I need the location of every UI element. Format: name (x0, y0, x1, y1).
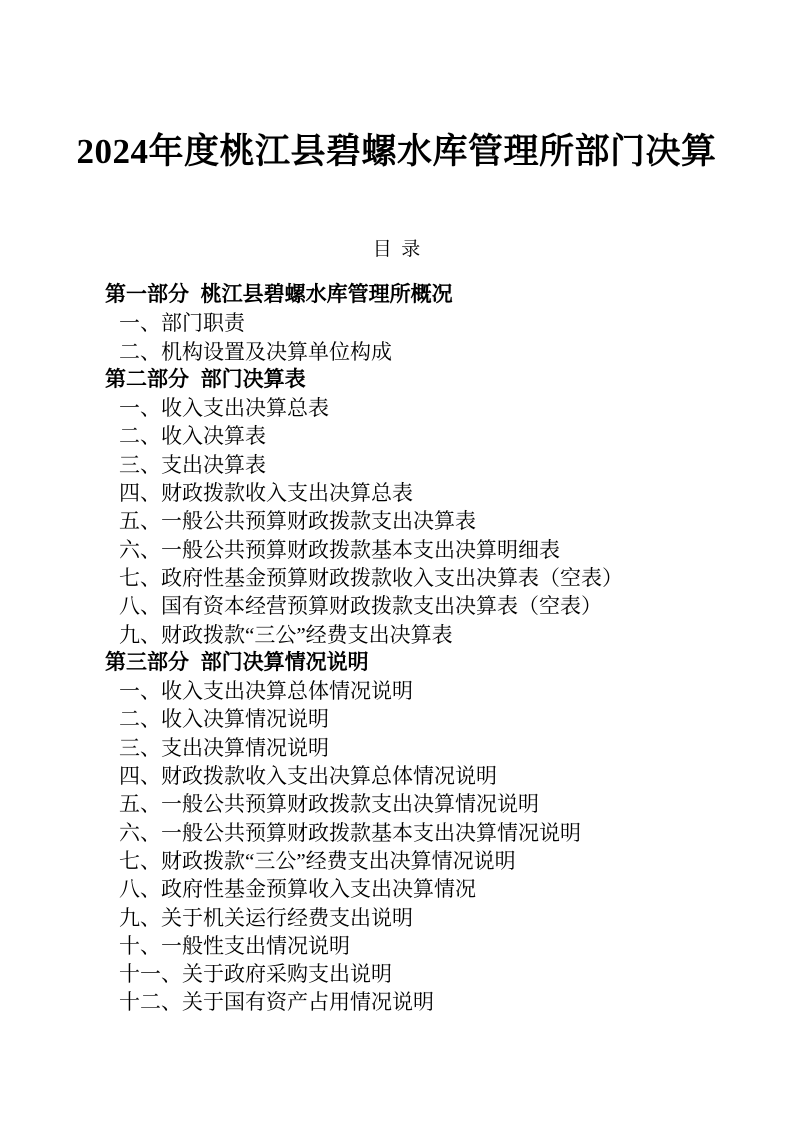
toc-item: 十、一般性支出情况说明 (119, 933, 350, 958)
toc-item: 十一、关于政府采购支出说明 (119, 962, 392, 987)
toc-item: 九、财政拨款“三公”经费支出决算表 (119, 622, 453, 647)
toc-item: 二、机构设置及决算单位构成 (119, 339, 392, 364)
toc-item: 二、收入决算表 (119, 424, 266, 449)
toc-section-heading: 第一部分 桃江县碧螺水库管理所概况 (105, 283, 453, 306)
document-title: 2024年度桃江县碧螺水库管理所部门决算 (76, 132, 717, 171)
toc-item: 三、支出决算表 (119, 452, 266, 477)
toc-item: 三、支出决算情况说明 (119, 735, 329, 760)
toc-item: 八、政府性基金预算收入支出决算情况 (119, 877, 476, 902)
toc-item: 六、一般公共预算财政拨款基本支出决算情况说明 (119, 820, 581, 845)
toc-item: 一、收入支出决算总表 (119, 396, 329, 421)
toc-item: 五、一般公共预算财政拨款支出决算情况说明 (119, 792, 539, 817)
toc-item: 二、收入决算情况说明 (119, 707, 329, 732)
toc (0, 281, 793, 1017)
toc-item: 十二、关于国有资产占用情况说明 (119, 990, 434, 1015)
toc-item: 四、财政拨款收入支出决算总体情况说明 (119, 764, 497, 789)
toc-item: 一、部门职责 (119, 311, 245, 336)
toc-item: 七、政府性基金预算财政拨款收入支出决算表（空表） (119, 565, 623, 590)
toc-heading: 目 录 (372, 239, 421, 260)
toc-item: 七、财政拨款“三公”经费支出决算情况说明 (119, 848, 516, 873)
toc-item: 一、收入支出决算总体情况说明 (119, 679, 413, 704)
toc-item: 八、国有资本经营预算财政拨款支出决算表（空表） (119, 594, 602, 619)
toc-item: 六、一般公共预算财政拨款基本支出决算明细表 (119, 537, 560, 562)
toc-section-heading: 第三部分 部门决算情况说明 (105, 650, 369, 674)
toc-item: 四、财政拨款收入支出决算总表 (119, 481, 413, 506)
toc-section-heading: 第二部分 部门决算表 (105, 367, 306, 391)
toc-item: 五、一般公共预算财政拨款支出决算表 (119, 509, 476, 534)
toc-item: 九、关于机关运行经费支出说明 (119, 905, 413, 930)
